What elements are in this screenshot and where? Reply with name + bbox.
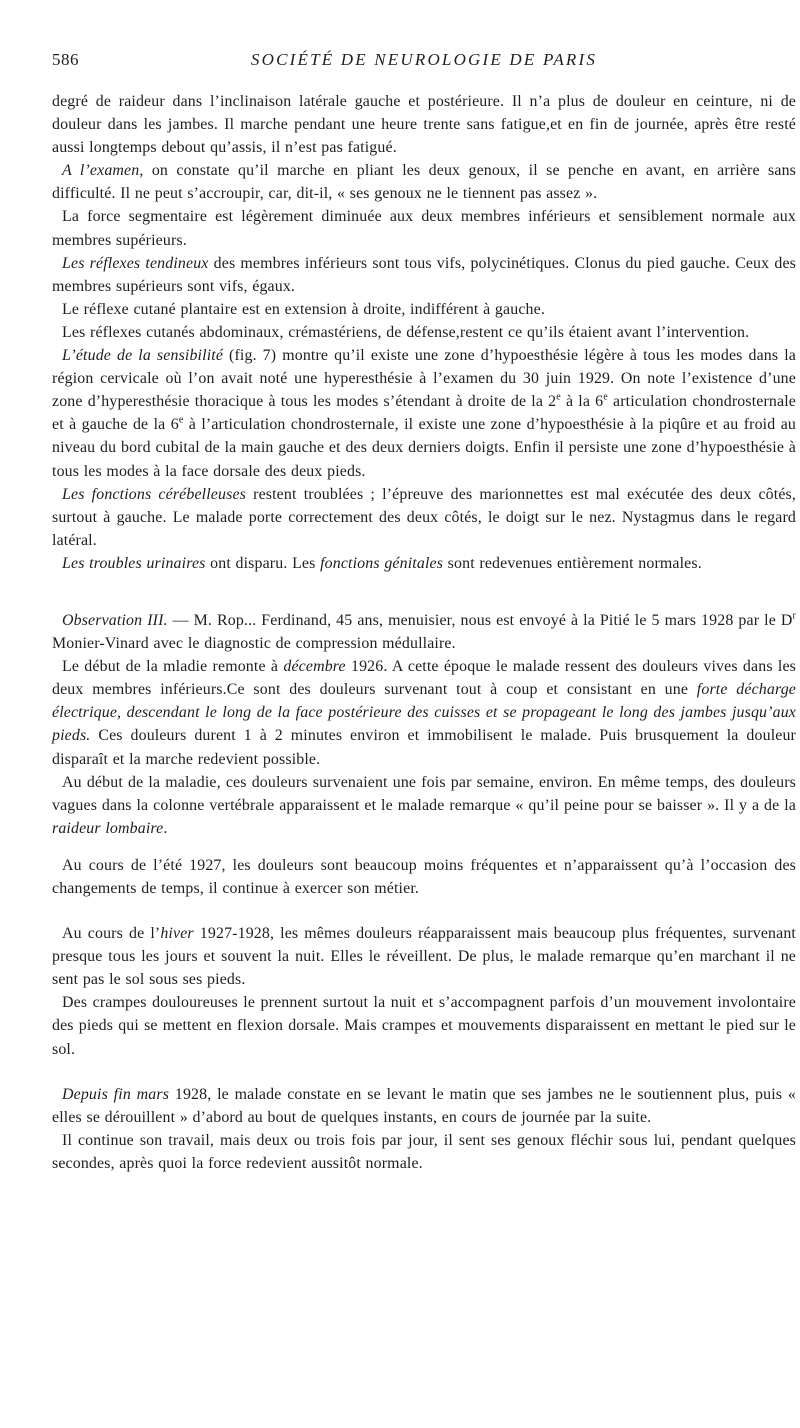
italic-text: Les troubles urinaires — [62, 554, 206, 572]
paragraph — [52, 1083, 796, 1129]
italic-text: forte décharge électrique, descendant le long de la face postérieure des cuisses et se propageant le long des jambes jusqu’aux pieds. — [52, 681, 797, 745]
text-run: des membres inférieurs sont tous vifs, polycinétiques. Clonus du pied gauche. Ceux des membres supérieurs sont vifs, égaux. — [52, 254, 797, 295]
paragraph — [52, 252, 796, 298]
paragraph — [52, 1129, 796, 1175]
paragraph — [52, 159, 796, 205]
italic-text: hiver — [160, 925, 194, 943]
text-run: (fig. 7) montre qu’il existe une zone d’hypoesthésie légère à tous les modes dans la région cervicale où l’on avait noté une hyperesthésie à l’examen du 30 juin 1929. On note l’existence d’une zone d’hyperesthésie thoracique à tous les modes s’étendant à droite de la 2 — [52, 347, 796, 411]
text-run: La force segmentaire est légèrement diminuée aux deux membres inférieurs et sensiblement normale aux membres supérieurs. — [52, 208, 796, 249]
italic-text: fonctions génitales — [320, 554, 444, 572]
text-run: à l’articulation chondrosternale, il existe une zone d’hypoesthésie à la piqûre et au froid au niveau du bord cubital de la main gauche et des deux derniers doigts. Enfin il persiste une zone d’hypoesthésie à tous les modes à la face dorsale des deux pieds. — [52, 416, 796, 480]
italic-text: A l’examen — [62, 162, 140, 180]
text-run: Des crampes douloureuses le prennent surtout la nuit et s’accompagnent parfois d’un mouvement involontaire des pieds qui se mettent en flexion dorsale. Mais crampes et mouvements disparaissent en mettant le pied sur le sol. — [52, 994, 796, 1058]
text-run: — M. Rop... Ferdinand, 45 ans, menuisier, nous est envoyé à la Pitié le 5 mars 1928 par le D — [167, 611, 793, 629]
text-run: à la 6 — [560, 393, 604, 411]
text-run: 1928, le malade constate en se levant le matin que ses jambes ne le soutiennent plus, puis « elles se dérouillent » d’abord au bout de quelques instants, en cours de journée par la suite. — [52, 1085, 797, 1126]
text-run: Le réflexe cutané plantaire est en extension à droite, indifférent à gauche. — [62, 300, 545, 318]
paragraph — [52, 922, 796, 991]
italic-text: Observation III. — [62, 611, 168, 629]
paragraph — [52, 771, 796, 840]
italic-text: Depuis fin mars — [62, 1085, 170, 1103]
paragraph — [52, 655, 796, 770]
text-run: Les réflexes cutanés abdominaux, crémastériens, de défense,restent ce qu’ils étaient avant l’intervention. — [62, 323, 750, 341]
text-run: ont disparu. Les — [205, 554, 321, 572]
italic-text: Les fonctions cérébelleuses — [62, 485, 246, 503]
page-number: 586 — [52, 50, 79, 69]
paragraph — [52, 90, 796, 159]
paragraph — [52, 344, 796, 483]
text-run: . — [163, 819, 168, 837]
paragraph — [52, 991, 796, 1060]
running-title: SOCIÉTÉ DE NEUROLOGIE DE PARIS — [250, 50, 598, 69]
page-header — [52, 50, 796, 76]
paragraph — [52, 205, 796, 251]
superscript-text: r — [792, 610, 796, 622]
paragraph — [52, 298, 796, 321]
observation-heading-paragraph — [52, 609, 796, 655]
text-run: Il continue son travail, mais deux ou trois fois par jour, il sent ses genoux fléchir sous lui, pendant quelques secondes, après quoi la force redevient aussitôt normale. — [52, 1131, 796, 1172]
text-run: Au cours de l’été 1927, les douleurs sont beaucoup moins fréquentes et n’apparaissent qu’à l’occasion des changements de temps, il continue à exercer son métier. — [52, 856, 796, 897]
paragraph — [52, 483, 796, 552]
article-body — [52, 90, 796, 1175]
text-run: 1927-1928, les mêmes douleurs réapparaissent mais beaucoup plus fréquentes, survenant presque tous les jours et souvent la nuit. Elles le réveillent. De plus, le malade remarque qu’en marchant il ne sent pas le sol sous ses pieds. — [52, 925, 796, 989]
superscript-text: e — [603, 391, 608, 403]
italic-text: raideur lombaire — [52, 819, 164, 837]
italic-text: L’étude de la sensibilité — [62, 347, 224, 365]
text-run: sont redevenues entièrement normales. — [443, 554, 702, 572]
text-run: 1926. A cette époque le malade ressent des douleurs vives dans les deux membres inférieurs.Ce sont des douleurs survenant tout à coup et consistant en une — [52, 658, 797, 699]
paragraph — [52, 854, 796, 900]
text-run: Le début de la mladie remonte à — [62, 658, 284, 676]
italic-text: Les réflexes tendineux — [62, 254, 209, 272]
paragraph — [52, 321, 796, 344]
text-run: articulation chondrosternale et à gauche de la 6 — [52, 393, 796, 434]
text-run: restent troublées ; l’épreuve des marionnettes est mal exécutée des deux côtés, surtout à gauche. Le malade porte correctement des deux côtés, le doigt sur le nez. Nystagmus dans le regard latéral. — [52, 485, 796, 549]
text-run: degré de raideur dans l’inclinaison latérale gauche et postérieure. Il n’a plus de douleur en ceinture, ni de douleur dans les jambes. Il marche pendant une heure trente sans fatigue,et en fin de journée, après être resté aussi longtemps debout qu’assis, il n’est pas fatigué. — [52, 93, 796, 157]
superscript-text: e — [556, 391, 561, 403]
italic-text: décembre — [283, 658, 346, 676]
superscript-text: e — [178, 415, 184, 427]
text-run: Au cours de l’ — [62, 925, 161, 943]
text-run: Monier-Vinard avec le diagnostic de compression médullaire. — [52, 635, 456, 653]
text-run: Ces douleurs durent 1 à 2 minutes environ et immobilisent le malade. Puis brusquement la douleur disparaît et la marche redevient possible. — [52, 727, 796, 768]
text-run: Au début de la maladie, ces douleurs survenaient une fois par semaine, environ. En même temps, des douleurs vagues dans la colonne vertébrale apparaissent et le malade remarque « qu’il peine pour se baisser ». Il y a de la — [52, 773, 796, 814]
paragraph — [52, 552, 796, 575]
text-run: , on constate qu’il marche en pliant les deux genoux, il se penche en avant, en arrière sans difficulté. Il ne peut s’accroupir, car, dit-il, « ses genoux ne le tiennent pas assez ». — [52, 162, 796, 203]
